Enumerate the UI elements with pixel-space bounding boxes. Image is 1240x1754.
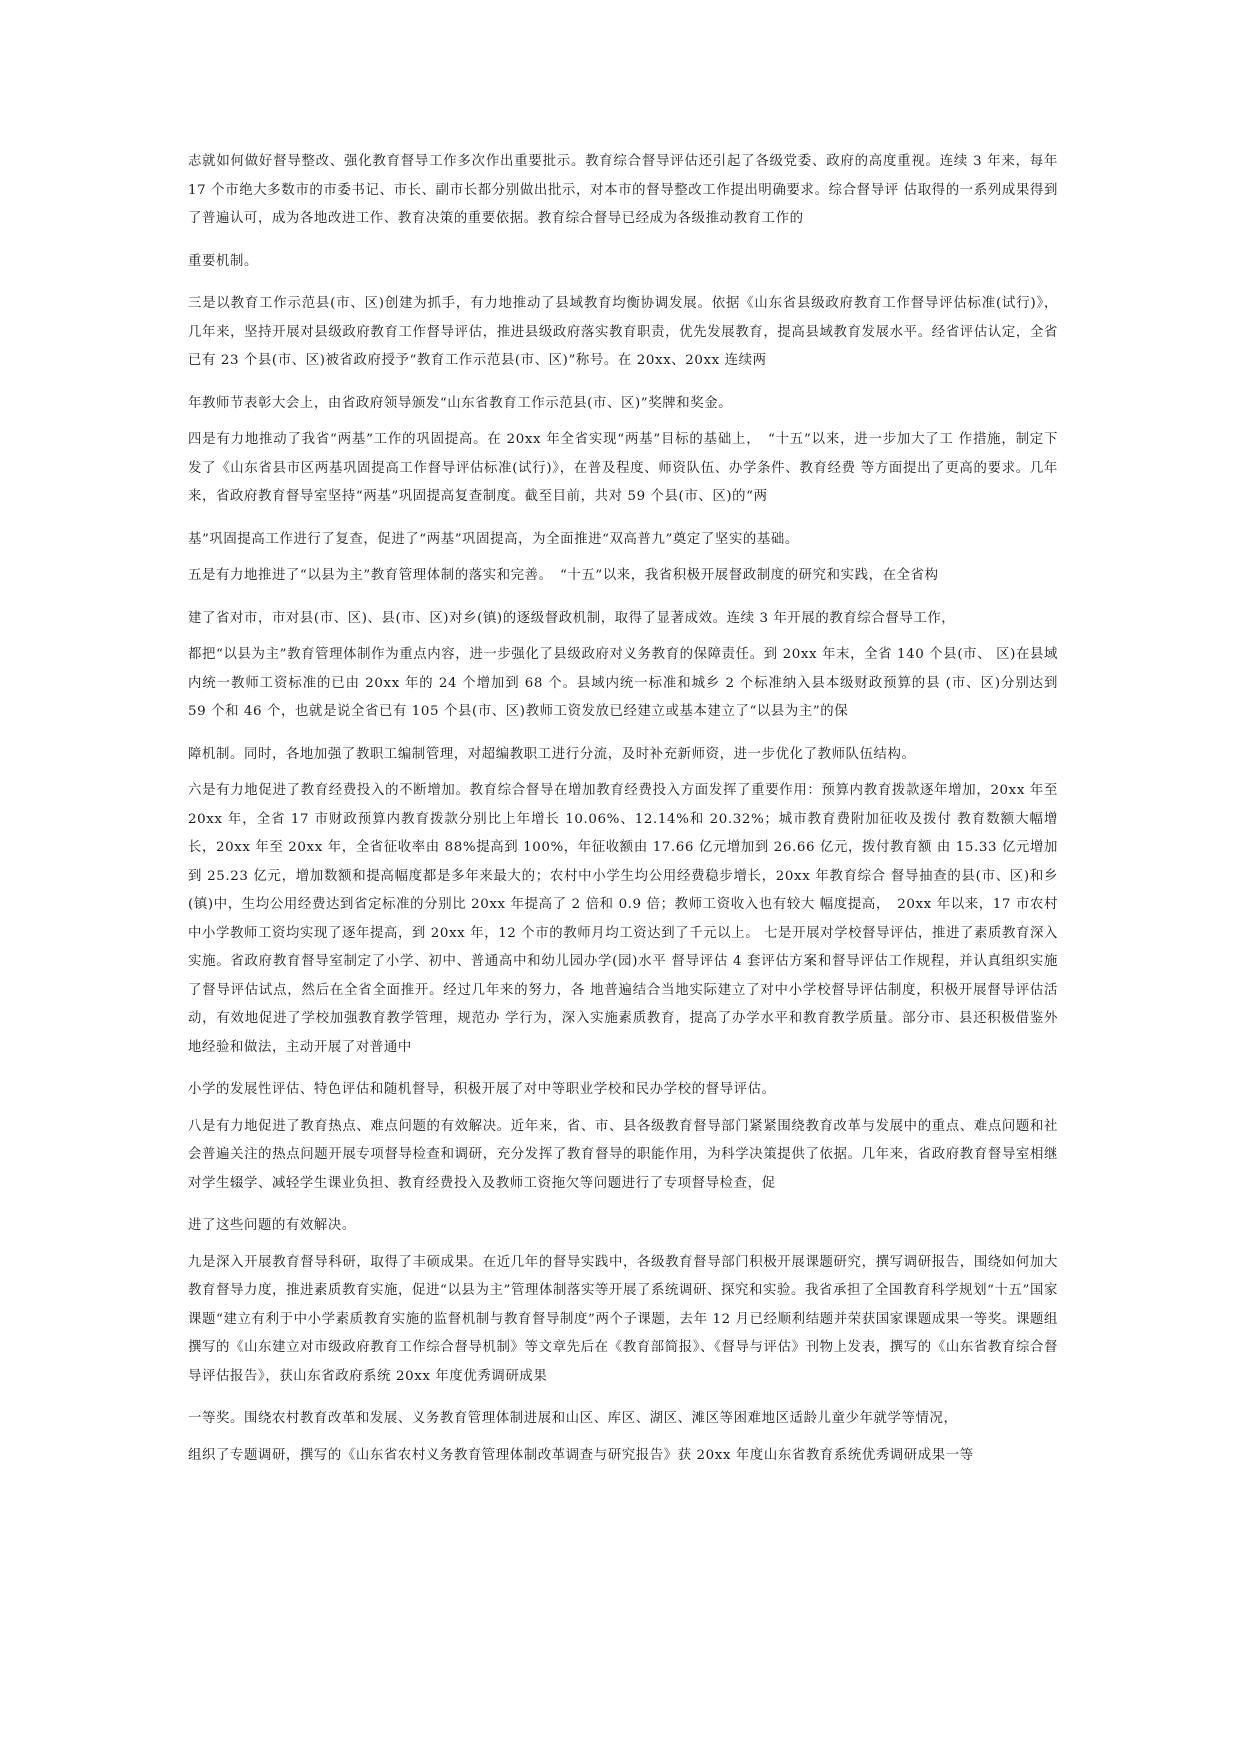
paragraph: 一等奖。围绕农村教育改革和发展、义务教育管理体制进展和山区、库区、湖区、滩区等困难地区适龄儿童少年就学等情况， (188, 1411, 958, 1426)
paragraph: 九是深入开展教育督导科研，取得了丰硕成果。在近几年的督导实践中，各级教育督导部门积极开展课题研究，撰写调研报告，围绕如何加大教育督导力度，推进素质教育实施，促进“以县为主”管理体制落实等开展了系统调研、探究和实验。我省承担了全国教育科学规划“十五”国家课题“建立有利于中小学素质教育实施的监督机制与教育督导制度”两个子课题，去年 12 月已经顺利结题并荣获国家课题成果一等奖。课题组撰写的《山东建立对市级政府教育工作综合督导机制》等文章先后在《教育部简报》、《督导与评估》刊物上发表，撰写的《山东省教育综合督导评估报告》，获山东省政府系统 20xx 年度优秀调研成果 (188, 1254, 1058, 1384)
paragraph: 进了这些问题的有效解决。 (188, 1218, 356, 1233)
paragraph: 障机制。同时，各地加强了教职工编制管理，对超编教职工进行分流，及时补充新师资，进一步优化了教师队伍结构。 (188, 746, 916, 762)
paragraph: 建了省对市，市对县(市、区)、县(市、区)对乡(镇)的逐级督政机制，取得了显著成效。连续 3 年开展的教育综合督导工作， (188, 610, 956, 626)
paragraph: 年教师节表彰大会上，由省政府领导颁发“山东省教育工作示范县(市、区)”奖牌和奖金。 (188, 395, 733, 411)
paragraph: 基”巩固提高工作进行了复查，促进了“两基”巩固提高，为全面推进“双高普九”奠定了坚实的基础。 (188, 531, 799, 547)
paragraph: 五是有力地推进了“以县为主”教育管理体制的落实和完善。 “十五”以来，我省积极开展督政制度的研究和实践，在全省构 (188, 568, 939, 583)
document-body (188, 148, 1058, 1484)
paragraph: 四是有力地推动了我省“两基”工作的巩固提高。在 20xx 年全省实现“两基”目标的基础上， “十五”以来，进一步加大了工 作措施，制定下发了《山东省县市区两基巩固提高工作督导评估标准(试行)》，在普及程度、师资队伍、办学条件、教育经费 等方面提出了更高的要求。几年来，省政府教育督导室坚持“两基”巩固提高复查制度。截至目前，共对 59 个县(市、区)的“两 (188, 432, 1058, 504)
paragraph: 重要机制。 (188, 253, 258, 269)
paragraph: 组织了专题调研，撰写的《山东省农村义务教育管理体制改革调查与研究报告》获 20xx 年度山东省教育系统优秀调研成果一等 (188, 1447, 974, 1463)
paragraph: 三是以教育工作示范县(市、区)创建为抓手，有力地推动了县域教育均衡协调发展。依据《山东省县级政府教育工作督导评估标准(试行)》，几年来，坚持开展对县级政府教育工作督导评估，推进县级政府落实教育职责，优先发展教育，提高县域教育发展水平。经省评估认定，全省已有 23 个县(市、区)被省政府授予“教育工作示范县(市、区)”称号。在 20xx、20xx 连续两 (188, 296, 1058, 368)
paragraph: 都把“以县为主”教育管理体制作为重点内容，进一步强化了县级政府对义务教育的保障责任。到 20xx 年末，全省 140 个县(市、 区)在县域内统一教师工资标准的已由 20xx 年的 24 个增加到 68 个。县域内统一标准和城乡 2 个标准纳入县本级财政预算的县 (市、区)分别达到 59 个和 46 个，也就是说全省已有 105 个县(市、区)教师工资发放已经建立或基本建立了“以县为主”的保 (188, 647, 1058, 719)
paragraph: 八是有力地促进了教育热点、难点问题的有效解决。近年来，省、市、县各级教育督导部门紧紧围绕教育改革与发展中的重点、难点问题和社会普遍关注的热点问题开展专项督导检查和调研，充分发挥了教育督导的职能作用，为科学决策提供了依据。几年来，省政府教育督导室相继对学生辍学、减轻学生课业负担、教育经费投入及教师工资拖欠等问题进行了专项督导检查，促 (188, 1118, 1058, 1191)
paragraph: 小学的发展性评估、特色评估和随机督导，积极开展了对中等职业学校和民办学校的督导评估。 (188, 1082, 776, 1097)
paragraph: 志就如何做好督导整改、强化教育督导工作多次作出重要批示。教育综合督导评估还引起了各级党委、政府的高度重视。连续 3 年来，每年 17 个市绝大多数市的市委书记、市长、副市长都分别做出批示，对本市的督导整改工作提出明确要求。综合督导评 估取得的一系列成果得到了普遍认可，成为各地改进工作、教育决策的重要依据。教育综合督导已经成为各级推动教育工作的 (188, 154, 1058, 226)
paragraph: 六是有力地促进了教育经费投入的不断增加。教育综合督导在增加教育经费投入方面发挥了重要作用：预算内教育拨款逐年增加，20xx 年至 20xx 年，全省 17 市财政预算内教育拨款分别比上年增长 10.06%、12.14%和 20.32%；城市教育费附加征收及拨付 教育数额大幅增长，20xx 年至 20xx 年，全省征收率由 88%提高到 100%，年征收额由 17.66 亿元增加到 26.66 亿元，拨付教育额 由 15.33 亿元增加到 25.23 亿元，增加数额和提高幅度都是多年来最大的；农村中小学生均公用经费稳步增长，20xx 年教育综合 督导抽查的县(市、区)和乡(镇)中，生均公用经费达到省定标准的分别比 20xx 年提高了 2 倍和 0.9 倍；教师工资收入也有较大 幅度提高， 20xx 年以来，17 市农村中小学教师工资均实现了逐年提高，到 20xx 年，12 个市的教师月均工资达到了千元以上。 七是开展对学校督导评估，推进了素质教育深入实施。省政府教育督导室制定了小学、初中、普通高中和幼儿园办学(园)水平 督导评估 4 套评估方案和督导评估工作规程，并认真组织实施了督导评估试点，然后在全省全面推开。经过几年来的努力，各 地普遍结合当地实际建立了对中小学校督导评估制度，积极开展督导评估活动，有效地促进了学校加强教育教学管理，规范办 学行为，深入实施素质教育，提高了办学水平和教育教学质量。部分市、县还积极借鉴外地经验和做法，主动开展了对普通中 (188, 783, 1058, 1055)
